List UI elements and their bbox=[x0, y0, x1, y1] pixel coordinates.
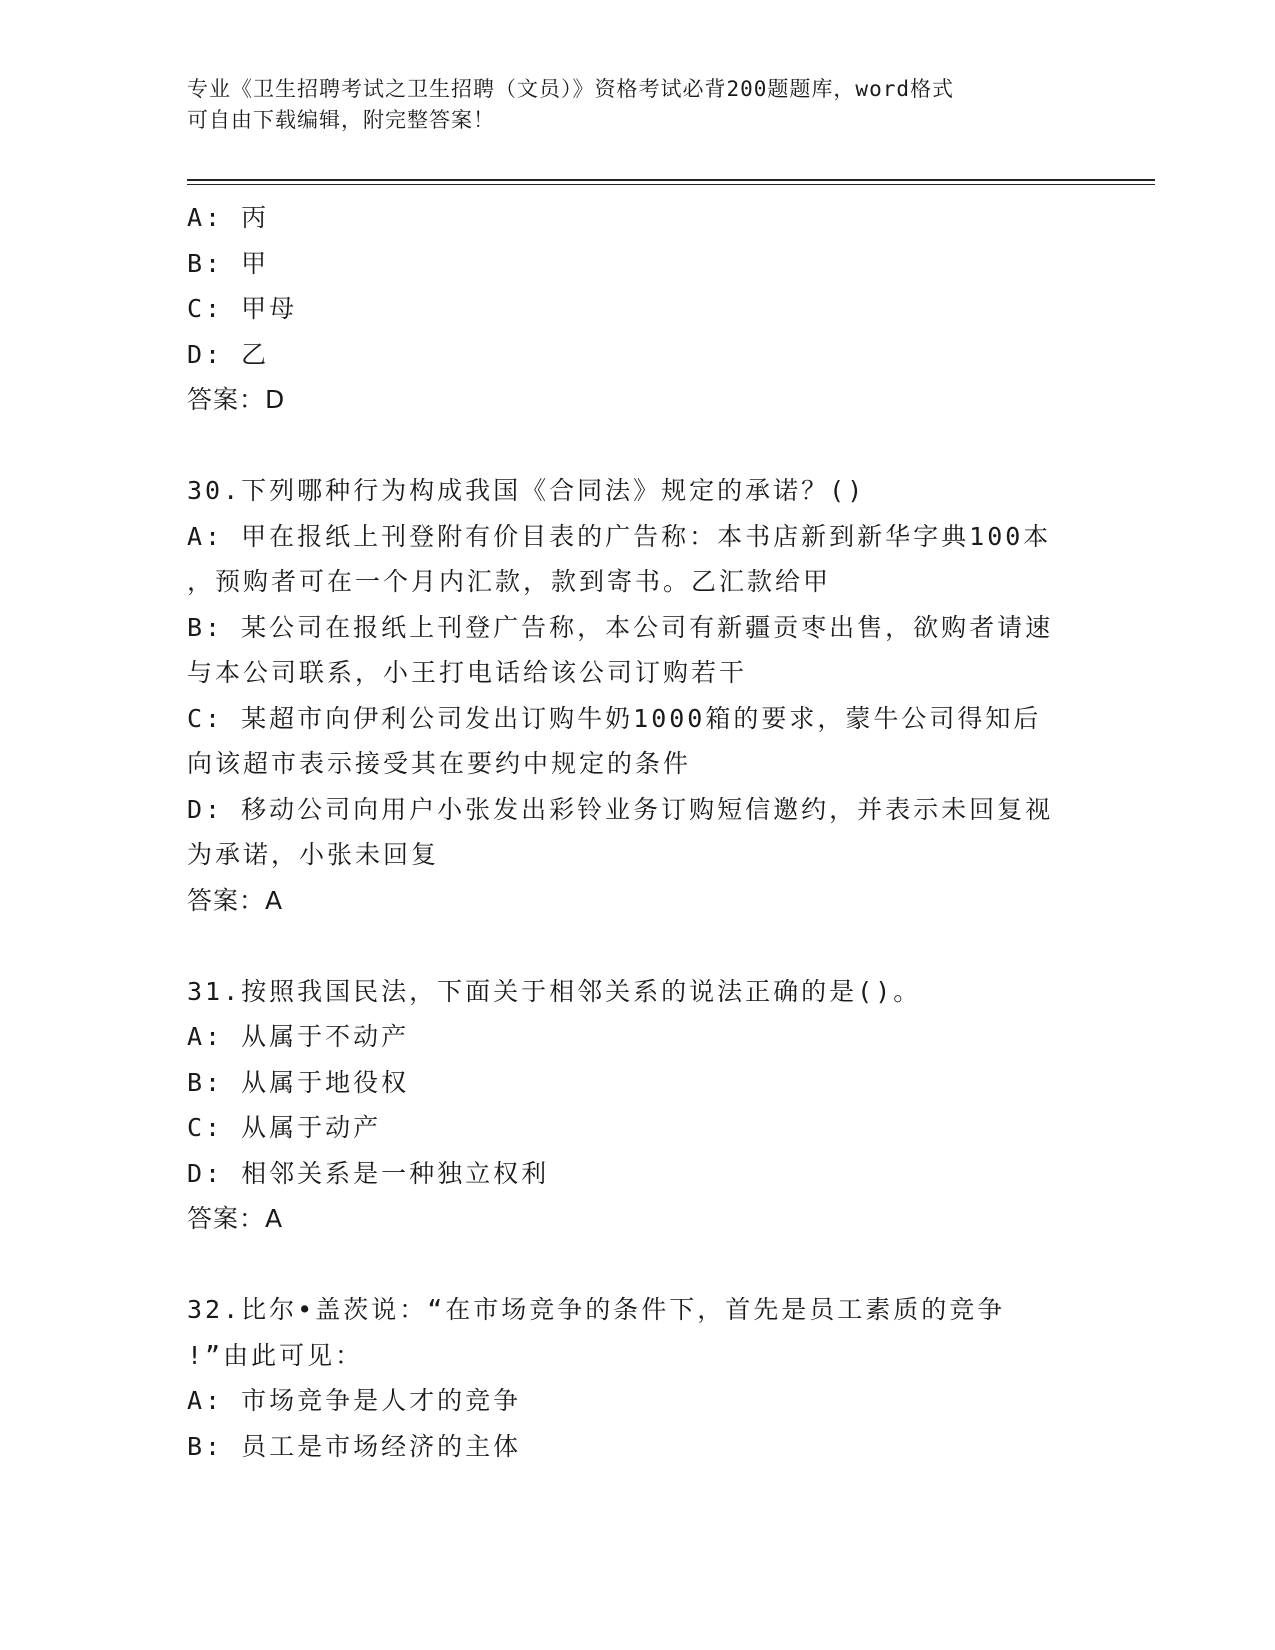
question-29 bbox=[187, 195, 1087, 423]
question-stem: 30.下列哪种行为构成我国《合同法》规定的承诺？() bbox=[187, 476, 866, 505]
question-content bbox=[187, 195, 1087, 1469]
header-line-2: 可自由下载编辑，附完整答案！ bbox=[187, 108, 495, 132]
header-rule-thin bbox=[187, 184, 1155, 185]
answer: 答案：A bbox=[187, 885, 284, 915]
option-d-continued: 为承诺，小张未回复 bbox=[187, 840, 440, 869]
option-b: B: 员工是市场经济的主体 bbox=[187, 1431, 522, 1461]
question-32 bbox=[187, 1287, 1087, 1469]
option-a: A: 市场竞争是人才的竞争 bbox=[187, 1386, 522, 1415]
answer: 答案：D bbox=[187, 385, 286, 414]
option-a: A: 丙 bbox=[187, 203, 270, 232]
option-b: B: 甲 bbox=[187, 248, 270, 278]
option-b: B: 某公司在报纸上刊登广告称，本公司有新疆贡枣出售，欲购者请速 bbox=[187, 612, 1054, 642]
header-line-1: 专业《卫生招聘考试之卫生招聘（文员）》资格考试必背200题题库，word格式 bbox=[187, 77, 954, 101]
option-b: B: 从属于地役权 bbox=[187, 1067, 410, 1097]
option-a: A: 从属于不动产 bbox=[187, 1022, 410, 1051]
question-31 bbox=[187, 969, 1087, 1242]
option-c: C: 某超市向伊利公司发出订购牛奶1000箱的要求，蒙牛公司得知后 bbox=[187, 703, 1042, 733]
option-b-continued: 与本公司联系，小王打电话给该公司订购若干 bbox=[187, 658, 748, 687]
question-stem: 32.比尔•盖茨说：“在市场竞争的条件下，首先是员工素质的竞争 bbox=[187, 1295, 1006, 1324]
question-stem-continued: !”由此可见： bbox=[187, 1340, 364, 1370]
option-c: C: 从属于动产 bbox=[187, 1113, 382, 1142]
document-header bbox=[187, 74, 1087, 136]
option-d: D: 移动公司向用户小张发出彩铃业务订购短信邀约，并表示未回复视 bbox=[187, 794, 1054, 824]
option-d: D: 相邻关系是一种独立权利 bbox=[187, 1158, 550, 1188]
option-c: C: 甲母 bbox=[187, 294, 298, 323]
option-c-continued: 向该超市表示接受其在要约中规定的条件 bbox=[187, 749, 692, 778]
header-rule-thick bbox=[187, 179, 1155, 181]
option-d: D: 乙 bbox=[187, 339, 270, 369]
option-a-continued: ，预购者可在一个月内汇款，款到寄书。乙汇款给甲 bbox=[187, 567, 832, 596]
question-stem: 31.按照我国民法，下面关于相邻关系的说法正确的是()。 bbox=[187, 976, 922, 1006]
question-30 bbox=[187, 468, 1087, 923]
option-a: A: 甲在报纸上刊登附有价目表的广告称：本书店新到新华字典100本 bbox=[187, 521, 1052, 551]
answer: 答案：A bbox=[187, 1204, 284, 1233]
